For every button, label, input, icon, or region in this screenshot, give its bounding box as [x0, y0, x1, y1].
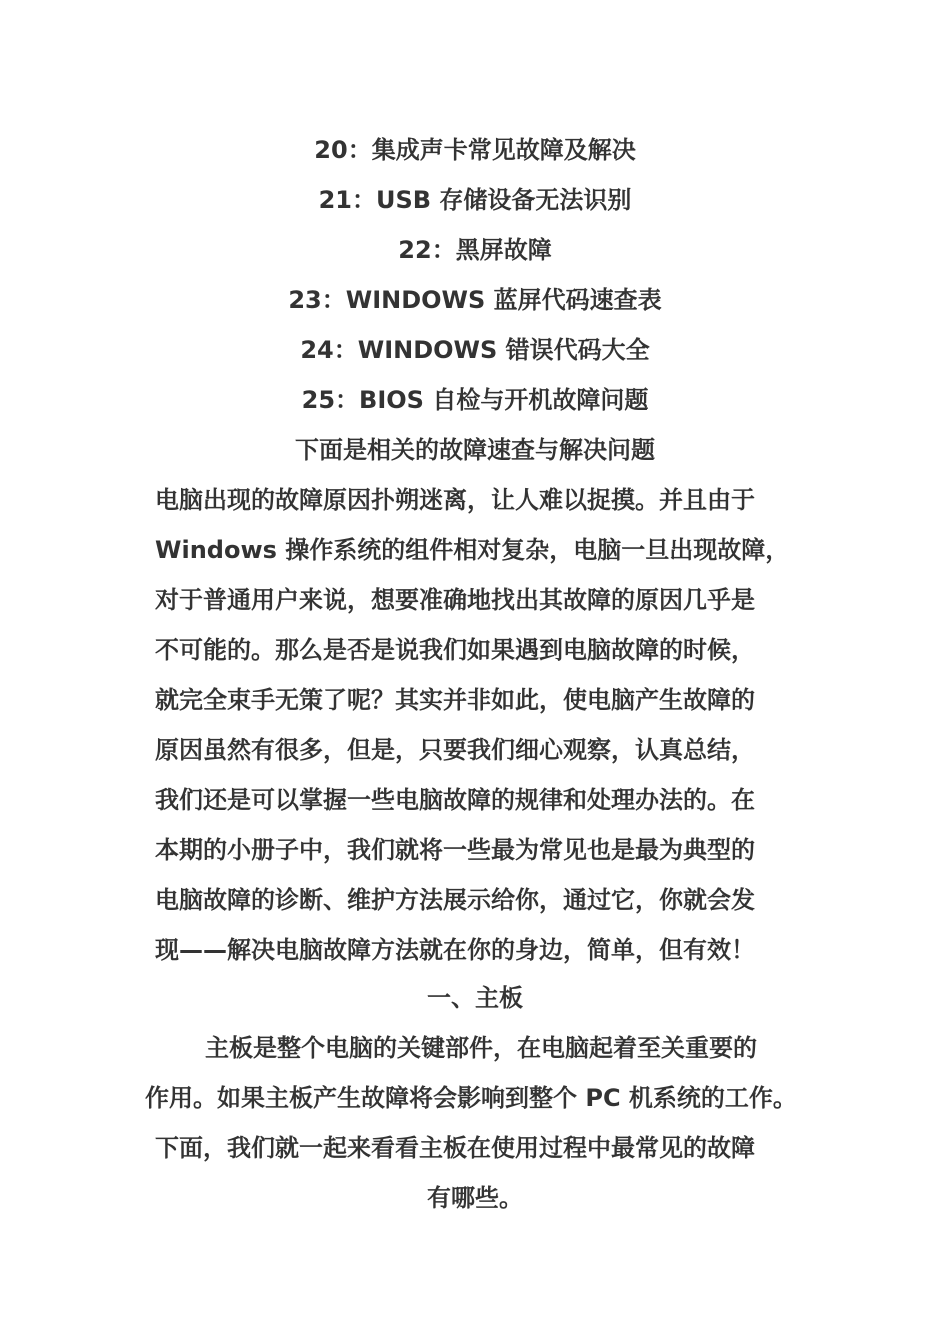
toc-item-25: 25：BIOS 自检与开机故障问题 [301, 386, 649, 414]
intro-paragraph-line: 电脑出现的故障原因扑朔迷离，让人难以捉摸。并且由于 [155, 486, 755, 514]
section-paragraph-line: 作用。如果主板产生故障将会影响到整个 PC 机系统的工作。 [145, 1084, 797, 1112]
section-heading-motherboard: 一、主板 [427, 984, 523, 1012]
toc-item-23: 23：WINDOWS 蓝屏代码速查表 [288, 286, 662, 314]
intro-paragraph-line: 不可能的。那么是否是说我们如果遇到电脑故障的时候， [155, 636, 755, 664]
section-paragraph-line: 下面，我们就一起来看看主板在使用过程中最常见的故障 [155, 1134, 755, 1162]
toc-item-22: 22：黑屏故障 [398, 236, 552, 264]
intro-paragraph-line: 就完全束手无策了呢？其实并非如此，使电脑产生故障的 [155, 686, 755, 714]
intro-paragraph-line: 电脑故障的诊断、维护方法展示给你，通过它，你就会发 [155, 886, 755, 914]
intro-heading: 下面是相关的故障速查与解决问题 [295, 436, 655, 464]
toc-item-24: 24：WINDOWS 错误代码大全 [300, 336, 650, 364]
toc-item-21: 21：USB 存储设备无法识别 [318, 186, 632, 214]
intro-paragraph-line: 我们还是可以掌握一些电脑故障的规律和处理办法的。在 [155, 786, 755, 814]
intro-paragraph-line: 对于普通用户来说，想要准确地找出其故障的原因几乎是 [155, 586, 755, 614]
section-paragraph-line: 有哪些。 [427, 1184, 523, 1212]
intro-paragraph-line: Windows 操作系统的组件相对复杂，电脑一旦出现故障， [155, 536, 790, 564]
toc-item-20: 20：集成声卡常见故障及解决 [314, 136, 636, 164]
intro-paragraph-line: 原因虽然有很多，但是，只要我们细心观察，认真总结， [155, 736, 755, 764]
section-paragraph-line: 主板是整个电脑的关键部件，在电脑起着至关重要的 [205, 1034, 757, 1062]
intro-paragraph-line: 现——解决电脑故障方法就在你的身边，简单，但有效！ [155, 936, 755, 964]
intro-paragraph-line: 本期的小册子中，我们就将一些最为常见也是最为典型的 [155, 836, 755, 864]
